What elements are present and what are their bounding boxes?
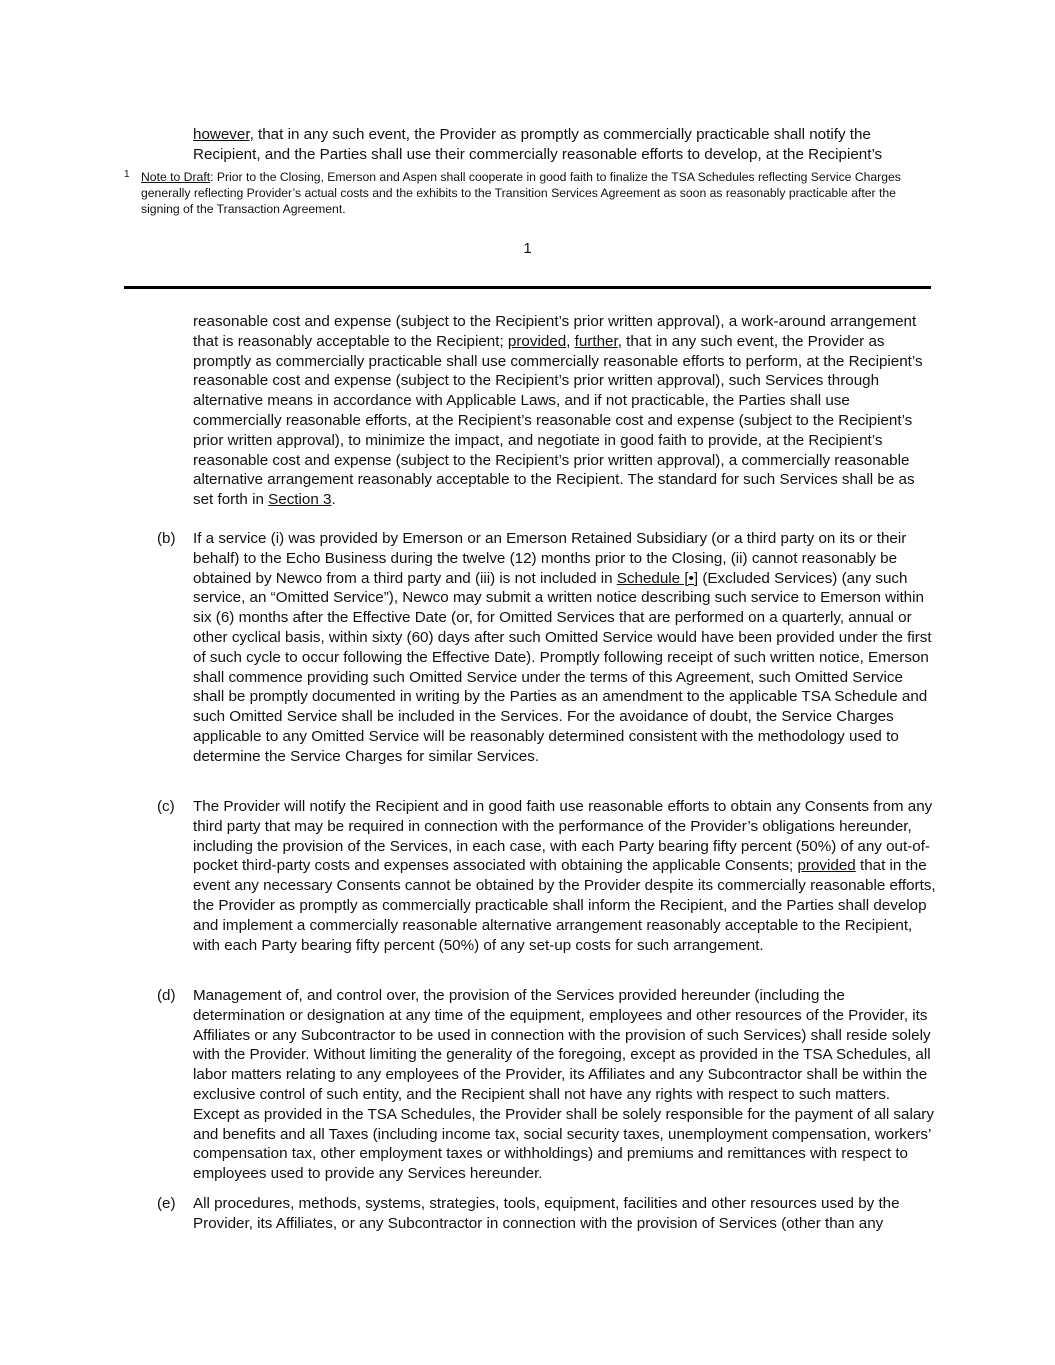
paragraph-text: , that in any such event, the Provider as promptly as commercially practicable shall use commercially reasonable efforts to perform, at the Recipient’s reasonable cost and expense (subject to the Recipient’s prior written approval), such Services through alternative means in accordance with Applicable Laws, and if not practicable, the Parties shall use commercially reasonable efforts, at the Recipient’s reasonable cost and expense (subject to the Recipient’s prior written approval), to minimize the impact, and negotiate in good faith to provide, at the Recipient’s reasonable cost and expense (subject to the Recipient’s prior written approval), a commercially reasonable alternative arrangement reasonably acceptable to the Recipient. The standard for such Services shall be as set forth in [193,332,923,509]
underlined-term: further [574,332,618,350]
clause-text: Management of, and control over, the provision of the Services provided hereunder (including the determination or designation at any time of the equipment, employees and other resources of the Provider, its Affiliates or any Subcontractor to be used in connection with the provision of such Services) shall reside solely with the Provider. Without limiting the generality of the foregoing, except as provided in the TSA Schedules, all labor matters relating to any employees of the Provider, its Affiliates and any Subcontractor shall be within the exclusive control of such entity, and the Recipient shall not have any rights with respect to such matters. Except as provided in the TSA Schedules, the Provider shall be solely responsible for the payment of all salary and benefits and all Taxes (including income tax, social security taxes, unemployment compensation, workers’ compensation tax, other employment taxes or withholdings) and premiums and remittances with respect to employees used to provide any Services hereunder. [193,987,934,1183]
clause-e [157,1194,938,1234]
footnote [124,169,924,217]
clause-body [193,529,938,767]
clause-text: If a service (i) was provided by Emerson or an Emerson Retained Subsidiary (or a third party on its or their behalf) to the Echo Business during the twelve (12) months prior to the Closing, (ii) cannot reasonably be obtained by Newco from a third party and (iii) is not included in [193,530,907,587]
paragraph-continuation [193,312,938,510]
page-break-divider [124,286,931,289]
paragraph-text: , that in any such event, the Provider as promptly as commercially practicable shall notify the Recipient, and the Parties shall use their commercially reasonable efforts to develop, at the Recipient’s [193,126,883,163]
clause-label: (c) [157,798,175,815]
underlined-term: provided [507,332,567,350]
underlined-term: however [193,126,250,143]
clause-text: that in the event any necessary Consents cannot be obtained by the Provider despite its commercially reasonable efforts, the Provider as promptly as commercially practicable shall inform the Recipient, and the Parties shall develop and implement a commercially reasonable alternative arrangement reasonably acceptable to the Recipient, with each Party bearing fifty percent (50%) of any set-up costs for such arrangement. [193,857,936,954]
clause-label: (e) [157,1195,176,1212]
clause-body [193,986,938,1184]
section-reference: Section 3 [268,491,332,509]
clause-text: The Provider will notify the Recipient and in good faith use reasonable efforts to obtain any Consents from any third party that may be required in connection with the performance of the Provider’s obligations hereunder, including the provision of the Services, in each case, with each Party bearing fifty percent (50%) of any out-of-pocket third-party costs and expenses associated with obtaining the applicable Consents; [193,798,933,875]
clause-label: (b) [157,530,176,547]
clause-c [157,797,938,955]
clause-text: (Excluded Services) (any such service, an “Omitted Service”), Newco may submit a written notice describing such service to Emerson within six (6) months after the Effective Date (or, for Omitted Services that are performed on a quarterly, annual or other cyclical basis, within sixty (60) days after such Omitted Service would have been provided under the first of such cycle to occur following the Effective Date). Promptly following receipt of such written notice, Emerson shall commence providing such Omitted Service under the terms of this Agreement, such Omitted Service shall be promptly documented in writing by the Parties as an amendment to the applicable TSA Schedule and such Omitted Service shall be included in the Services. For the avoidance of doubt, the Service Charges applicable to any Omitted Service will be reasonably determined consistent with the methodology used to determine the Service Charges for similar Services. [193,569,932,765]
clause-text: All procedures, methods, systems, strategies, tools, equipment, facilities and other resources used by the Provider, its Affiliates, or any Subcontractor in connection with the provision of Services (other than any [193,1195,900,1232]
paragraph-text: , [566,332,575,350]
clause-b [157,529,938,767]
clause-body [193,797,938,955]
footnote-marker: 1 [124,169,130,180]
footnote-text [141,169,924,217]
underlined-term: provided [797,857,856,875]
clause-body [193,1194,938,1234]
page-number: 1 [523,240,532,257]
clause-label: (d) [157,987,176,1004]
paragraph-text: reasonable cost and expense (subject to the Recipient’s prior written approval), a work-around arrangement that is reasonably acceptable to the Recipient; [193,313,917,350]
paragraph-text: . [331,491,336,509]
clause-d [157,986,938,1184]
paragraph-continuation-top [193,125,938,165]
schedule-reference: Schedule [•] [616,569,699,587]
underlined-term: Note to Draft [141,170,211,184]
footnote-body-text: : Prior to the Closing, Emerson and Aspen shall cooperate in good faith to finalize the TSA Schedules reflecting Service Charges generally reflecting Provider’s actual costs and the exhibits to the Transition Services Agreement as soon as reasonably practicable after the signing of the Transaction Agreement. [141,170,901,216]
